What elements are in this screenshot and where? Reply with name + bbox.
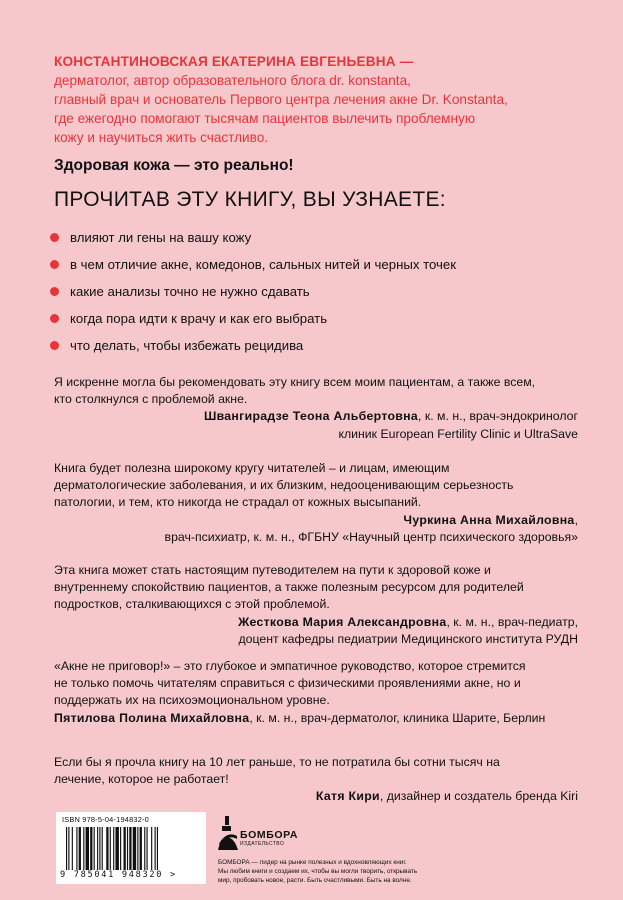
review-line: внутреннему спокойствию пациентов, а также полезным ресурсом для родителей [54, 580, 524, 595]
review-line: патологии, и тем, кто никогда не страдал от кожных высыпаний. [54, 495, 422, 510]
reviewer-role: , дизайнер и создатель бренда Kiri [379, 789, 578, 804]
publisher-blurb-line: БОМБОРА — лидер на рынке полезных и вдохновляющих книг. [218, 859, 407, 866]
list-item-text: влияют ли гены на вашу кожу [70, 230, 252, 245]
barcode-bars [64, 827, 198, 870]
review-attribution [54, 710, 578, 727]
review-line: не только помочь читателям справиться с физическими проявлениями акне, но и [54, 676, 521, 691]
author-name: КОНСТАНТИНОВСКАЯ ЕКАТЕРИНА ЕВГЕНЬЕВНА — [54, 54, 414, 69]
list-item [50, 224, 456, 251]
review-churkina [54, 460, 578, 546]
learn-title: ПРОЧИТАВ ЭТУ КНИГУ, ВЫ УЗНАЕТЕ: [54, 188, 446, 211]
publisher-name: БОМБОРА [240, 829, 299, 841]
isbn-barcode [56, 812, 206, 884]
reviewer-name: Катя Кири [315, 789, 380, 804]
review-line: подростков, сталкивающихся с этой проблемой. [54, 597, 330, 612]
list-item-text: что делать, чтобы избежать рецидива [70, 338, 304, 353]
review-line: поддержать их на психоэмоциональном уровне. [54, 693, 330, 708]
reviewer-name: Жесткова Мария Александровна [238, 614, 447, 629]
review-line: дерматологические заболевания, и их близким, недооценивающим серьезность [54, 478, 514, 493]
review-zhestkova [54, 562, 578, 648]
bullet-dot-icon [50, 233, 59, 242]
author-bio-line: кожу и научиться жить счастливо. [54, 130, 269, 145]
reviewer-role-line: клиник European Fertility Clinic и UltraSave [338, 426, 578, 441]
review-line: «Акне не приговор!» – это глубокое и эмпатичное руководство, которое стремится [54, 659, 526, 673]
isbn-number: ISBN 978-5-04-194832-0 [62, 815, 149, 824]
list-item [50, 332, 456, 359]
reviewer-name: Чуркина Анна Михайловна [403, 512, 575, 527]
reviewer-name: Пятилова Полина Михайловна [54, 710, 250, 725]
reviewer-role: , к. м. н., врач-дерматолог, клиника Шарите, Берлин [249, 710, 546, 725]
review-line: Я искренне могла бы рекомендовать эту книгу всем моим пациентам, а также всем, [54, 375, 536, 389]
bullet-dot-icon [50, 314, 59, 323]
reviewer-role-line: врач-психиатр, к. м. н., ФГБНУ «Научный центр психического здоровья» [164, 529, 578, 544]
bullet-dot-icon [50, 287, 59, 296]
author-bio [54, 52, 574, 147]
review-line: Книга будет полезна широкому кругу читателей – и лицам, имеющим [54, 461, 450, 475]
publisher-logo [218, 814, 318, 854]
review-line: кто столкнулся с проблемой акне. [54, 392, 248, 407]
author-bio-line: где ежегодно помогают тысячам пациентов вылечить проблемную [54, 111, 476, 126]
slogan: Здоровая кожа — это реально! [54, 157, 294, 174]
author-bio-line: дерматолог, автор образовательного блога dr. konstanta, [54, 73, 411, 88]
list-item-text: когда пора идти к врачу и как его выбрать [70, 311, 328, 326]
list-item [50, 278, 456, 305]
reviewer-role: , к. м. н., врач-педиатр, [446, 614, 578, 629]
reviewer-role: , [574, 512, 578, 527]
publisher-blurb [218, 858, 558, 885]
barcode-digits: 9 785041 948320 > [60, 870, 177, 880]
review-attribution [54, 512, 578, 529]
publisher-blurb-line: Мы любим книги и создаем их, чтобы вы могли творить, открывать [218, 868, 418, 875]
review-attribution [54, 788, 578, 805]
review-line: лечение, которое не работает! [54, 772, 229, 787]
reviewer-role: , к. м. н., врач-эндокринолог [418, 409, 578, 424]
review-pyatilova [54, 658, 578, 727]
bullet-dot-icon [50, 260, 59, 269]
bombora-wave-icon [218, 816, 238, 850]
review-line: Если бы я прочла книгу на 10 лет раньше, то не потратила бы сотни тысяч на [54, 755, 500, 769]
reviewer-name: Швангирадзе Теона Альбертовна [203, 409, 419, 424]
list-item-text: в чем отличие акне, комедонов, сальных нитей и черных точек [70, 257, 457, 272]
publisher-sub: ИЗДАТЕЛЬСТВО [240, 841, 285, 847]
publisher-blurb-line: мир, пробовать новое, расти. Быть счастливыми. Быть на волне. [218, 877, 412, 884]
list-item-text: какие анализы точно не нужно сдавать [70, 284, 310, 299]
review-kiri [54, 754, 578, 806]
review-shvangiradze [54, 374, 578, 443]
review-line: Эта книга может стать настоящим путеводителем на пути к здоровой коже и [54, 563, 491, 577]
list-item [50, 305, 456, 332]
review-attribution [54, 408, 578, 425]
review-attribution [54, 614, 578, 631]
reviewer-role-line: доцент кафедры педиатрии Медицинского института РУДН [238, 631, 578, 646]
learn-list [50, 224, 456, 359]
list-item [50, 251, 456, 278]
bullet-dot-icon [50, 341, 59, 350]
author-bio-line: главный врач и основатель Первого центра лечения акне Dr. Konstanta, [54, 92, 508, 107]
